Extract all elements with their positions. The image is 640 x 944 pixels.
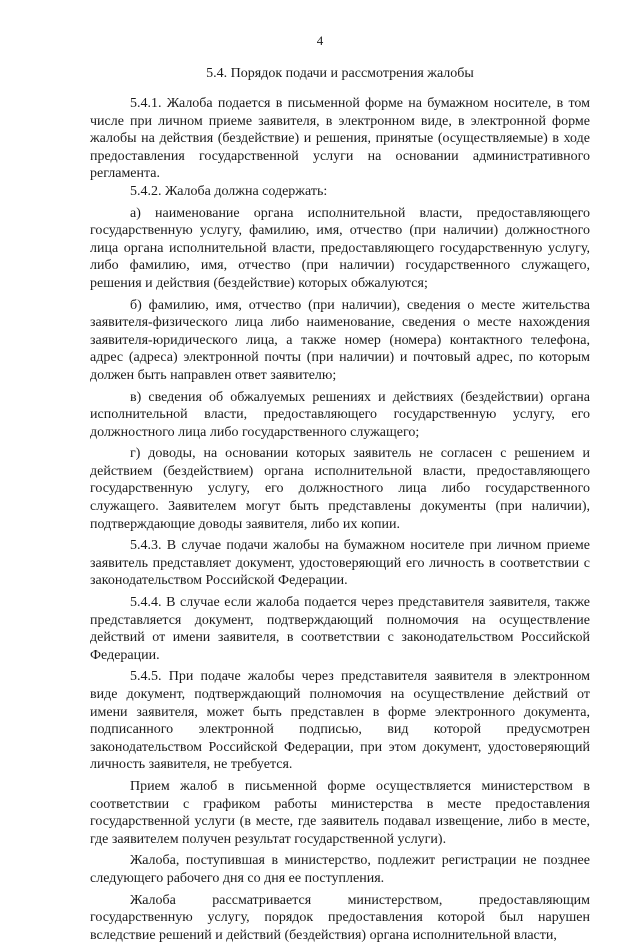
paragraph-item-a: а) наименование органа исполнительной власти, предоставляющего государственную услугу, фамилию, имя, отчество (при наличии) должностного лица органа исполнительной власти, предоставляющего государственную услугу, либо фамилию, имя, отчество (при наличии) государственного служащего, решения и действия (бездействие) которых обжалуются; <box>90 205 590 291</box>
paragraph-5-4-5: 5.4.5. При подаче жалобы через представителя заявителя в электронном виде документ, подтверждающий полномочия на осуществление действий от имени заявителя, может быть представлен в форме электронного документа, подписанного электронной подписью, вид которой предусмотрен законодательством Российской Федерации, при этом документ, удостоверяющий личность заявителя, не требуется. <box>90 669 590 773</box>
paragraph-item-g: г) доводы, на основании которых заявитель не согласен с решением и действием (бездействием) органа исполнительной власти, предоставляющего государственную услугу, его должностного лица либо государственного служащего. Заявителем могут быть представлены документы (при наличии), подтверждающие доводы заявителя, либо их копии. <box>90 446 590 532</box>
paragraph-reception: Прием жалоб в письменной форме осуществляется министерством в соответствии с графиком работы министерства в месте предоставления государственной услуги (в месте, где заявитель подавал извещение, либо в месте, где заявителем получен результат государственной услуги). <box>90 778 590 847</box>
paragraph-5-4-4: 5.4.4. В случае если жалоба подается через представителя заявителя, также представляется документ, подтверждающий полномочия на осуществление действий от имени заявителя, в соответствии с законодательством Российской Федерации. <box>90 595 590 663</box>
page-number: 4 <box>316 33 324 48</box>
body-text <box>90 95 590 944</box>
paragraph-consideration: Жалоба рассматривается министерством, предоставляющим государственную услугу, порядок предоставления которой был нарушен вследствие решений и действий (бездействия) органа исполнительной власти, <box>90 892 590 943</box>
paragraph-5-4-1: 5.4.1. Жалоба подается в письменной форме на бумажном носителе, в том числе при личном приеме заявителя, в электронном виде, в электронной форме жалобы на действия (бездействие) и решения, принятые (осуществляемые) в ходе предоставления государственной услуги на основании административного регламента. <box>90 96 590 182</box>
paragraph-item-b: б) фамилию, имя, отчество (при наличии), сведения о месте жительства заявителя-физического лица либо наименование, сведения о месте нахождения заявителя-юридического лица, а также номер (номера) контактного телефона, адрес (адреса) электронной почты (при наличии) и почтовый адрес, по которым должен быть направлен ответ заявителю; <box>90 297 590 383</box>
paragraph-5-4-2: 5.4.2. Жалоба должна содержать: <box>130 183 328 199</box>
paragraph-5-4-3: 5.4.3. В случае подачи жалобы на бумажном носителе при личном приеме заявитель представляет документ, удостоверяющий его личность в соответствии с законодательством Российской Федерации. <box>90 538 590 589</box>
paragraph-registration: Жалоба, поступившая в министерство, подлежит регистрации не позднее следующего рабочего дня со дня ее поступления. <box>90 853 590 886</box>
section-title: 5.4. Порядок подачи и рассмотрения жалобы <box>206 66 474 81</box>
paragraph-item-v: в) сведения об обжалуемых решениях и действиях (бездействии) органа исполнительной власти, предоставляющего государственную услугу, его должностного лица либо государственного служащего; <box>90 389 590 440</box>
